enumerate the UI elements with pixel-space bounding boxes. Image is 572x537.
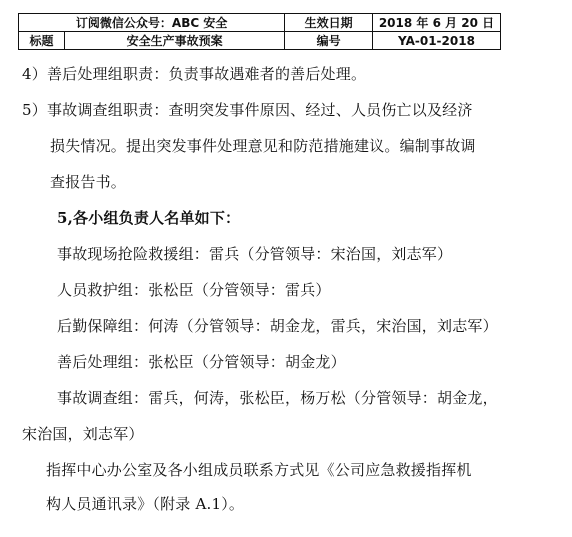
team-investigation-line-cont: 宋治国，刘志军）: [22, 425, 144, 443]
number-label: 编号: [285, 32, 373, 50]
title-label: 标题: [19, 32, 65, 50]
duty-aftermath-line: 4）善后处理组职责：负责事故遇难者的善后处理。: [22, 65, 367, 83]
contact-info-line: 指挥中心办公室及各小组成员联系方式见《公司应急救援指挥机: [46, 461, 472, 479]
team-medical-line: 人员救护组：张松臣（分管领导：雷兵）: [57, 281, 331, 299]
team-rescue-line: 事故现场抢险救援组：雷兵（分管领导：宋治国，刘志军）: [57, 245, 453, 263]
section-heading: 5,各小组负责人名单如下：: [57, 209, 241, 227]
title-value: 安全生产事故预案: [64, 32, 284, 50]
document-header-table: [18, 13, 501, 50]
duty-investigation-line: 5）事故调查组职责：查明突发事件原因、经过、人员伤亡以及经济: [22, 101, 473, 119]
duty-investigation-line-cont-2: 查报告书。: [50, 173, 127, 191]
effective-date-label: 生效日期: [285, 14, 373, 32]
header-row-1: [19, 14, 501, 32]
contact-info-line-cont: 构人员通讯录》（附录 A.1）。: [46, 495, 245, 513]
number-value: YA-01-2018: [373, 32, 501, 50]
duty-investigation-line-cont-1: 损失情况。提出突发事件处理意见和防范措施建议。编制事故调: [50, 137, 476, 155]
team-investigation-line: 事故调查组：雷兵，何涛，张松臣，杨万松（分管领导：胡金龙，: [57, 389, 498, 407]
team-logistics-line: 后勤保障组：何涛（分管领导：胡金龙，雷兵，宋治国，刘志军）: [57, 317, 498, 335]
subscription-cell: 订阅微信公众号：ABC 安全: [19, 14, 285, 32]
team-aftermath-line: 善后处理组：张松臣（分管领导：胡金龙）: [57, 353, 346, 371]
effective-date-value: 2018 年 6 月 20 日: [373, 14, 501, 32]
header-row-2: [19, 32, 501, 50]
